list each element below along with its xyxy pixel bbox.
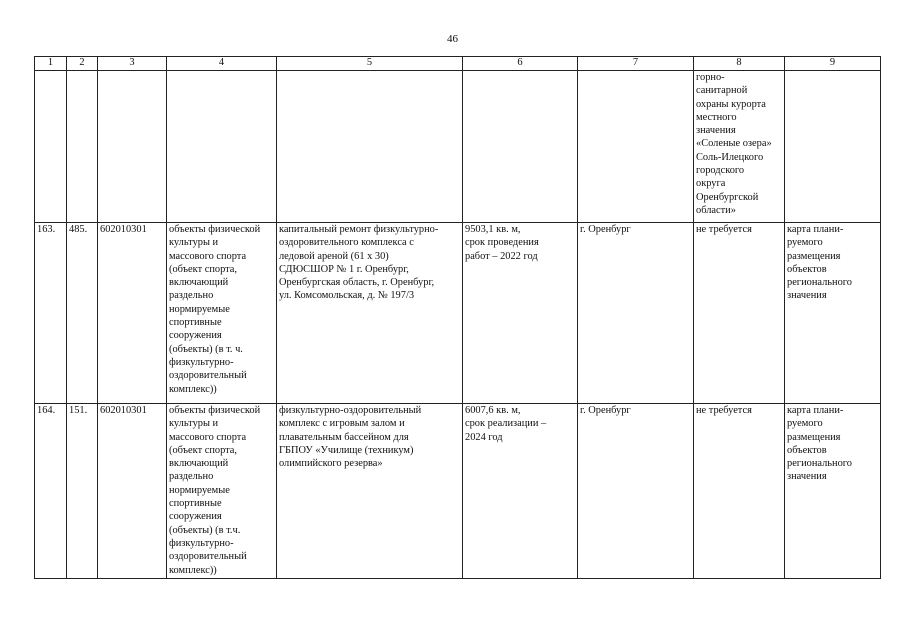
- map-cell: карта плани- руемого размещения объектов регионального значения: [785, 223, 881, 404]
- table-row: [35, 71, 881, 223]
- object-type-cell: объекты физической культуры и массового спорта (объект спорта, включающий раздельно нормируемые спортивные сооружения (объекты) (в т.ч. физкультурно- оздоровительный комплекс)): [167, 404, 277, 579]
- location-cell: [578, 71, 694, 223]
- zone-cell: горно- санитарной охраны курорта местного значения «Соленые озера» Соль-Илецкого городского округа Оренбургской области»: [694, 71, 785, 223]
- column-header: 7: [578, 57, 694, 71]
- column-header: 9: [785, 57, 881, 71]
- object-name-cell: физкультурно-оздоровительный комплекс с игровым залом и плавательным бассейном для ГБПОУ «Училище (техникум) олимпийского резерва»: [277, 404, 463, 579]
- row-number-cell: 163.: [35, 223, 67, 404]
- column-header: 6: [463, 57, 578, 71]
- zone-cell: не требуется: [694, 223, 785, 404]
- source-number-cell: 485.: [67, 223, 98, 404]
- table-row: [35, 404, 881, 579]
- column-header: 2: [67, 57, 98, 71]
- column-header: 4: [167, 57, 277, 71]
- source-number-cell: [67, 71, 98, 223]
- source-number-cell: 151.: [67, 404, 98, 579]
- location-cell: г. Оренбург: [578, 404, 694, 579]
- map-cell: карта плани- руемого размещения объектов регионального значения: [785, 404, 881, 579]
- column-header: 1: [35, 57, 67, 71]
- characteristics-cell: 6007,6 кв. м, срок реализации – 2024 год: [463, 404, 578, 579]
- row-number-cell: [35, 71, 67, 223]
- characteristics-cell: [463, 71, 578, 223]
- code-cell: 602010301: [98, 223, 167, 404]
- code-cell: 602010301: [98, 404, 167, 579]
- zone-cell: не требуется: [694, 404, 785, 579]
- objects-table: [34, 56, 881, 579]
- map-cell: [785, 71, 881, 223]
- object-name-cell: капитальный ремонт физкультурно- оздоровительного комплекса с ледовой ареной (61 х 30) СДЮСШОР № 1 г. Оренбург, Оренбургская область, г. Оренбург, ул. Комсомольская, д. № 197/3: [277, 223, 463, 404]
- column-header: 3: [98, 57, 167, 71]
- object-type-cell: [167, 71, 277, 223]
- column-header: 5: [277, 57, 463, 71]
- row-number-cell: 164.: [35, 404, 67, 579]
- column-header: 8: [694, 57, 785, 71]
- location-cell: г. Оренбург: [578, 223, 694, 404]
- page-number: 46: [447, 33, 458, 45]
- table-row: [35, 223, 881, 404]
- object-name-cell: [277, 71, 463, 223]
- object-type-cell: объекты физической культуры и массового спорта (объект спорта, включающий раздельно нормируемые спортивные сооружения (объекты) (в т. ч. физкультурно- оздоровительный комплекс)): [167, 223, 277, 404]
- code-cell: [98, 71, 167, 223]
- characteristics-cell: 9503,1 кв. м, срок проведения работ – 2022 год: [463, 223, 578, 404]
- table-header-row: [35, 57, 881, 71]
